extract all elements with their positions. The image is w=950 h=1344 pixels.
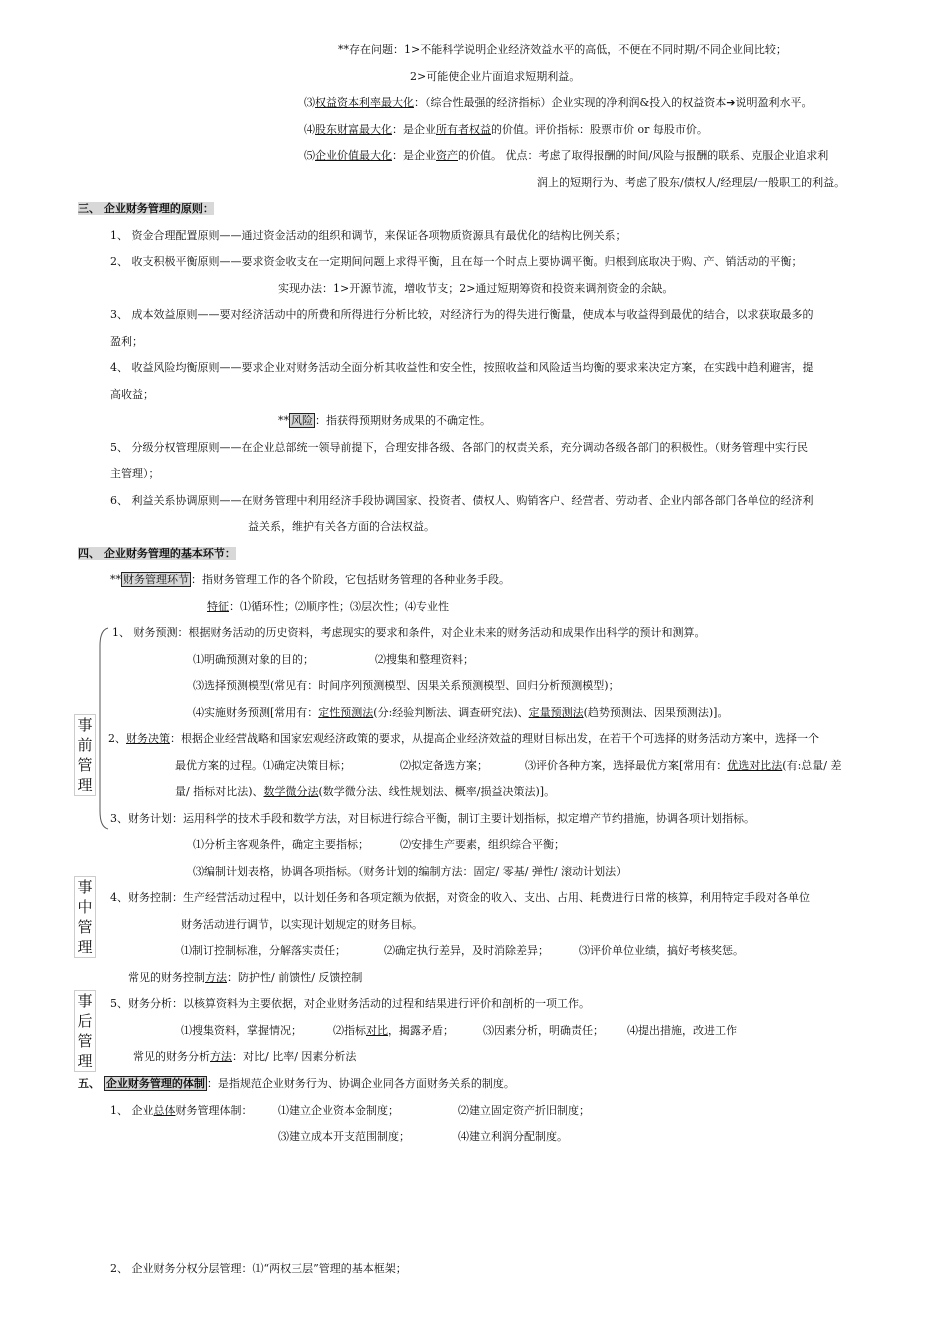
- problem-line-2: 2>可能使企业片面追求短期利益。: [410, 70, 581, 83]
- analysis-methods: 常见的财务分析方法：对比/ 比率/ 因素分析法: [133, 1050, 357, 1063]
- plan-line: 3、财务计划：运用科学的技术手段和数学方法，对目标进行综合平衡，制订主要计划指标，拟定增产节约措施，协调各项计划指标。: [110, 812, 755, 825]
- control-cont: 财务活动进行调节，以实现计划规定的财务目标。: [181, 918, 423, 931]
- forecast-step-1: ⑴明确预测对象的目的；: [193, 653, 314, 666]
- principle-5-cont: 主管理）；: [110, 467, 160, 480]
- section-3-heading: 三、 企业财务管理的原则：: [78, 202, 214, 215]
- goal-3: ⑶权益资本利率最大化：（综合性最强的经济指标）企业实现的净利润&投入的权益资本➔说明盈利水平。: [304, 96, 813, 109]
- plan-step-2: ⑵安排生产要素，组织综合平衡；: [400, 838, 565, 851]
- principle-2-method: 实现办法：1>开源节流，增收节支；2>通过短期筹资和投资来调剂资金的余缺。: [278, 282, 674, 295]
- forecast-step-3: ⑶选择预测模型(常见有：时间序列预测模型、因果关系预测模型、回归分析预测模型)；: [193, 679, 620, 692]
- section-5-heading: 五、 企业财务管理的体制 ：是指规范企业财务行为、协调企业同各方面财务关系的制度。: [78, 1077, 515, 1090]
- analysis-step-1: ⑴搜集资料，掌握情况；: [181, 1024, 302, 1037]
- principle-6: 6、 利益关系协调原则——在财务管理中利用经济手段协调国家、投资者、债权人、购销客户、经营者、劳动者、企业内部各部门各单位的经济利: [110, 494, 814, 507]
- arrow-right-icon: ➔: [726, 96, 736, 109]
- principle-2: 2、 收支积极平衡原则——要求资金收支在一定期间问题上求得平衡，且在每一个时点上要协调平衡。归根到底取决于购、产、销活动的平衡；: [110, 255, 803, 268]
- principle-3-cont: 盈利；: [110, 335, 143, 348]
- goal-5-cont: 润上的短期行为、考虑了股东/债权人/经理层/一般职工的利益。: [537, 176, 846, 189]
- decision-cont-1c: ⑶评价各种方案，选择最优方案[常用有：优选对比法(有:总量/ 差: [525, 759, 842, 772]
- principle-5: 5、 分级分权管理原则——在企业总部统一领导前提下，合理安排各级、各部门的权责关系，充分调动各级各部门的积极性。（财务管理中实行民: [110, 441, 808, 454]
- principle-4-cont: 高收益；: [110, 388, 154, 401]
- system-2: 2、 企业财务分权分层管理：⑴“两权三层”管理的基本框架；: [110, 1262, 407, 1275]
- analysis-step-3: ⑶因素分析，明确责任；: [483, 1024, 604, 1037]
- control-step-2: ⑵确定执行差异，及时消除差异；: [384, 944, 549, 957]
- principle-1: 1、 资金合理配置原则——通过资金活动的组织和调节，来保证各项物质资源具有最优化的结构比例关系；: [110, 229, 627, 242]
- plan-step-1: ⑴分析主客观条件，确定主要指标；: [193, 838, 369, 851]
- control-methods: 常见的财务控制方法：防护性/ 前馈性/ 反馈控制: [128, 971, 363, 984]
- goal-4: ⑷股东财富最大化：是企业所有者权益的价值。评价指标：股票市价 or 每股市价。: [304, 123, 708, 136]
- control-step-1: ⑴制订控制标准，分解落实责任；: [181, 944, 346, 957]
- control-step-3: ⑶评价单位业绩，搞好考核奖惩。: [579, 944, 744, 957]
- analysis-step-4: ⑷提出措施，改进工作: [627, 1024, 737, 1037]
- plan-step-3: ⑶编制计划表格，协调各项指标。（财务计划的编制方法：固定/ 零基/ 弹性/ 滚动计划法）: [193, 865, 628, 878]
- link-definition: ** 财务管理环节 ：指财务管理工作的各个阶段，它包括财务管理的各种业务手段。: [110, 573, 510, 586]
- principle-3: 3、 成本效益原则——要对经济活动中的所费和所得进行分析比较，对经济行为的得失进行衡量，使成本与收益得到最优的结合，以求获取最多的: [110, 308, 814, 321]
- system-1-item-2: ⑵建立固定资产折旧制度；: [458, 1104, 590, 1117]
- side-label-mid-management: 事 中 管 理: [74, 876, 96, 958]
- system-1: 1、 企业总体财务管理体制：: [110, 1104, 253, 1117]
- decision-line: 2、财务决策：根据企业经营战略和国家宏观经济政策的要求，从提高企业经济效益的理财目标出发，在若干个可选择的财务活动方案中，选择一个: [108, 732, 819, 745]
- forecast-step-2: ⑵搜集和整理资料；: [375, 653, 474, 666]
- risk-definition: ** 风险 ：指获得预期财务成果的不确定性。: [278, 414, 491, 427]
- decision-cont-1b: ⑵拟定备选方案；: [400, 759, 488, 772]
- side-label-post-management: 事 后 管 理: [74, 990, 96, 1072]
- forecast-line: 1、 财务预测：根据财务活动的历史资料，考虑现实的要求和条件，对企业未来的财务活动和成果作出科学的预计和测算。: [112, 626, 706, 639]
- principle-4: 4、 收益风险均衡原则——要求企业对财务活动全面分析其收益性和安全性，按照收益和风险适当均衡的要求来决定方案，在实践中趋利避害，提: [110, 361, 814, 374]
- decision-cont-2: 量/ 指标对比法)、数学微分法(数学微分法、线性规划法、概率/损益决策法)]。: [175, 785, 556, 798]
- side-label-pre-management: 事 前 管 理: [74, 714, 96, 796]
- principle-6-cont: 益关系，维护有关各方面的合法权益。: [248, 520, 435, 533]
- goal-5: ⑸企业价值最大化：是企业资产的价值。 优点：考虑了取得报酬的时间/风险与报酬的联系、克服企业追求利: [304, 149, 829, 162]
- system-1-item-3: ⑶建立成本开支范围制度；: [278, 1130, 410, 1143]
- analysis-line: 5、财务分析：以核算资料为主要依据，对企业财务活动的过程和结果进行评价和剖析的一项工作。: [110, 997, 590, 1010]
- control-line: 4、财务控制：生产经营活动过程中，以计划任务和各项定额为依据，对资金的收入、支出、占用、耗费进行日常的核算，利用特定手段对各单位: [110, 891, 810, 904]
- analysis-step-2: ⑵指标对比，揭露矛盾；: [333, 1024, 454, 1037]
- pre-management-brace: [96, 626, 110, 831]
- system-1-item-4: ⑷建立利润分配制度。: [458, 1130, 568, 1143]
- link-features: 特征：⑴循环性；⑵顺序性；⑶层次性；⑷专业性: [207, 600, 449, 613]
- decision-cont-1a: 最优方案的过程。⑴确定决策目标；: [175, 759, 351, 772]
- system-1-item-1: ⑴建立企业资本金制度；: [278, 1104, 399, 1117]
- forecast-step-4: ⑷实施财务预测[常用有：定性预测法(分:经验判断法、调查研究法)、定量预测法(趋势预测法、因果预测法)]。: [193, 706, 729, 719]
- problem-line-1: **存在问题：1>不能科学说明企业经济效益水平的高低，不便在不同时期/不同企业间比较；: [338, 43, 787, 56]
- section-4-heading: 四、 企业财务管理的基本环节：: [78, 547, 236, 560]
